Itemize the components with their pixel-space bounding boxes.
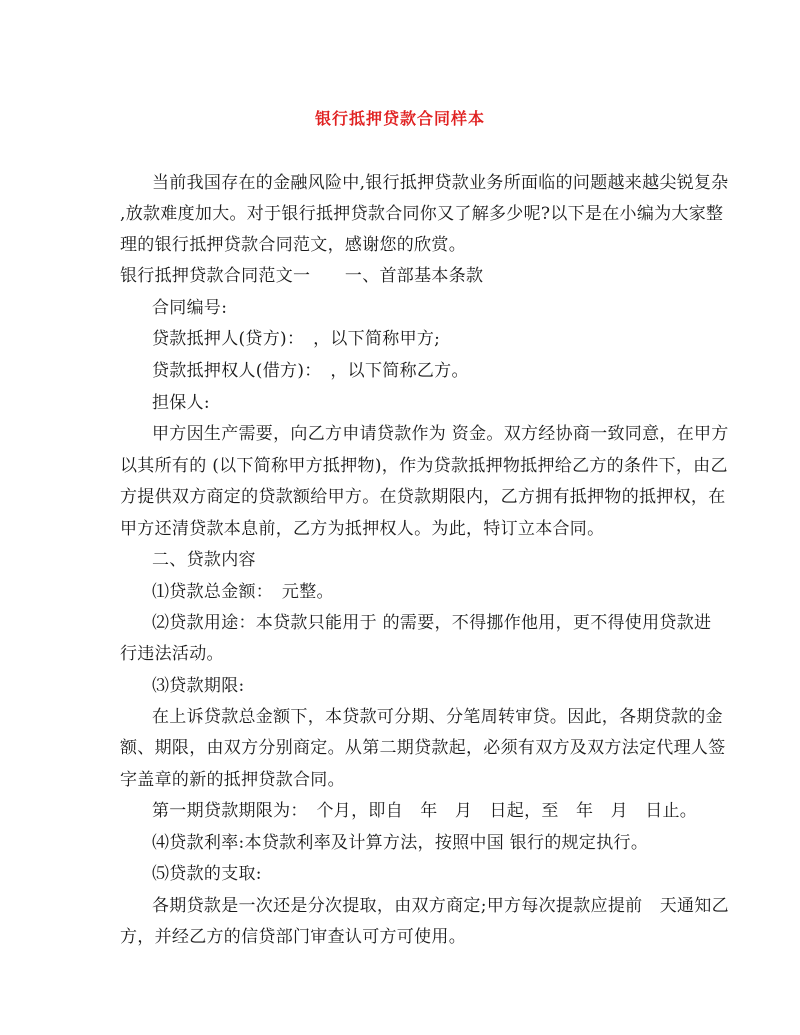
paragraph-line: 在上诉贷款总金额下，本贷款可分期、分笔周转审贷。因此，各期贷款的金	[152, 707, 723, 727]
paragraph-line: 当前我国存在的金融风险中,银行抵押贷款业务所面临的问题越来越尖锐复杂	[152, 173, 729, 193]
clause-line: ⑷贷款利率:本贷款利率及计算方法，按照中国 银行的规定执行。	[152, 833, 649, 853]
paragraph-line: ,放款难度加大。对于银行抵押贷款合同你又了解多少呢?以下是在小编为大家整	[120, 204, 724, 224]
clause-line: ⑴贷款总金额： 元整。	[152, 582, 334, 602]
clause-line: ⑶贷款期限:	[152, 676, 245, 696]
section-heading: 二、贷款内容	[152, 550, 256, 570]
paragraph-line: 方，并经乙方的信贷部门审查认可方可使用。	[120, 927, 466, 947]
paragraph-line: 理的银行抵押贷款合同范文，感谢您的欣赏。	[120, 235, 466, 255]
paragraph-line: 额、期限，由双方分别商定。从第二期贷款起，必须有双方及双方法定代理人签	[120, 738, 726, 758]
paragraph-line: 各期贷款是一次还是分次提取，由双方商定;甲方每次提款应提前 天通知乙	[152, 896, 729, 916]
section-heading: 银行抵押贷款合同范文一 一、首部基本条款	[120, 266, 484, 286]
paragraph-line: 方提供双方商定的贷款额给甲方。在贷款期限内，乙方拥有抵押物的抵押权，在	[120, 487, 726, 507]
lender-line: 贷款抵押人(贷方)： ，以下简称甲方;	[152, 329, 441, 349]
document-title: 银行抵押贷款合同样本	[314, 109, 485, 128]
paragraph-line: 行违法活动。	[120, 644, 224, 664]
paragraph-line: 甲方因生产需要，向乙方申请贷款作为 资金。双方经协商一致同意，在甲方	[152, 424, 729, 444]
paragraph-line: 甲方还清贷款本息前，乙方为抵押权人。为此，特订立本合同。	[120, 519, 605, 539]
paragraph-line: 第一期贷款期限为： 个月，即自 年 月 日起，至 年 月 日止。	[152, 801, 698, 821]
guarantor-line: 担保人:	[152, 393, 210, 413]
paragraph-line: 以其所有的 (以下简称甲方抵押物)，作为贷款抵押物抵押给乙方的条件下，由乙	[120, 456, 728, 476]
clause-line: ⑸贷款的支取:	[152, 864, 262, 884]
borrower-line: 贷款抵押权人(借方)： ，以下简称乙方。	[152, 361, 469, 381]
contract-number-label: 合同编号:	[152, 298, 228, 318]
clause-line: ⑵贷款用途：本贷款只能用于 的需要，不得挪作他用，更不得使用贷款进	[152, 613, 712, 633]
paragraph-line: 字盖章的新的抵押贷款合同。	[120, 770, 345, 790]
